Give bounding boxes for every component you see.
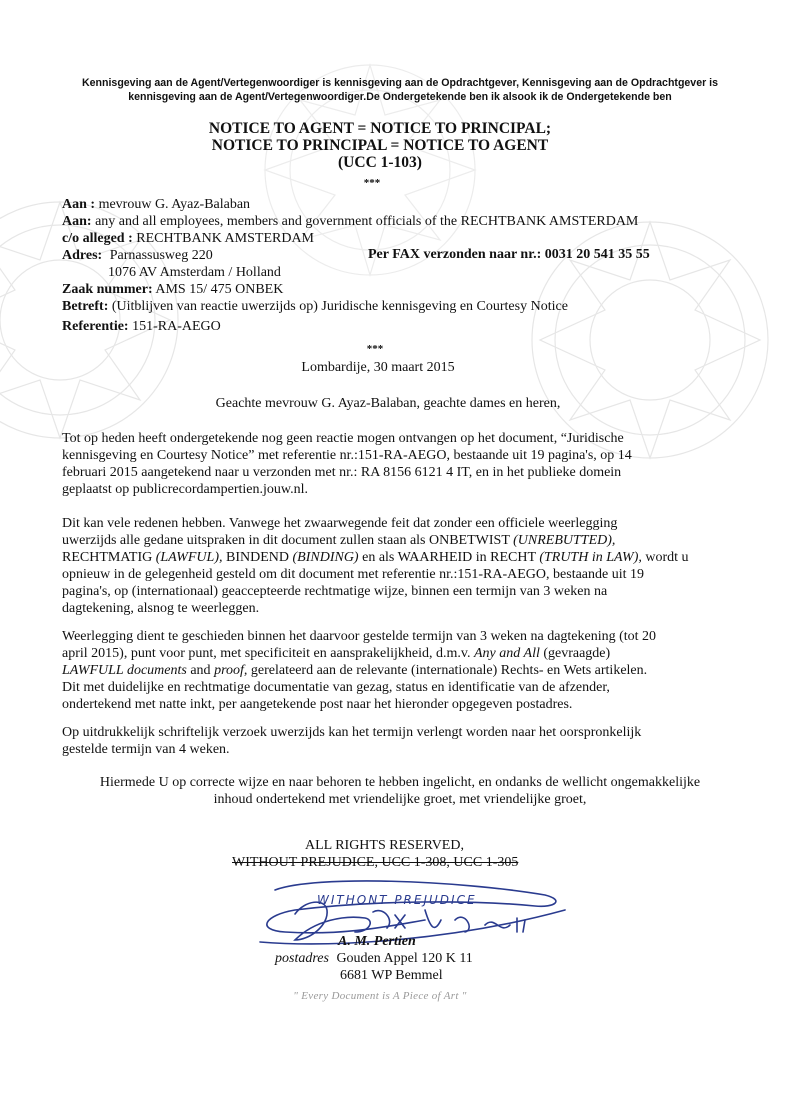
place-date: Lombardije, 30 maart 2015: [301, 360, 455, 375]
case-number-line: [62, 281, 283, 298]
header-note-line-1: Kennisgeving aan de Agent/Vertegenwoordiger is kennisgeving aan de Opdrachtgever, Kennisgeving aan de Opdrachtgever is: [82, 77, 718, 89]
p2-line-1: Dit kan vele redenen hebben. Vanwege het zwaarwegende feit dat zonder een officiele weerlegging: [62, 516, 618, 531]
p2-line-3: [62, 549, 702, 566]
betreft-value: (Uitblijven van reactie uwerzijds op) Juridische kennisgeving en Courtesy Notice: [111, 299, 568, 314]
paragraph-4: [62, 724, 702, 758]
aan2-value: any and all employees, members and government officials of the RECHTBANK AMSTERDAM: [95, 214, 639, 229]
p3-line-2: [62, 645, 702, 662]
fax-number: Per FAX verzonden naar nr.: 0031 20 541 35 55: [368, 247, 650, 262]
p2-line-5: pagina's, op (internationaal) geaccepteerde rechtmatige wijze, binnen een termijn van 3 weken na: [62, 584, 608, 599]
postadres-label: postadres: [275, 951, 329, 966]
referentie-value: 151-RA-AEGO: [132, 319, 221, 334]
p2-line-3-e: en als WAARHEID in RECHT: [358, 550, 540, 565]
p2-line-6: dagtekening, alsnog te weerleggen.: [62, 601, 260, 616]
aan-value: mevrouw G. Ayaz-Balaban: [98, 197, 251, 212]
p3-line-1: Weerlegging dient te geschieden binnen het daarvoor gestelde termijn van 3 weken na dagtekening (tot 20: [62, 629, 657, 644]
reference-line: [62, 318, 221, 335]
p2-line-2: [62, 532, 702, 549]
p2-line-3-d: (BINDING): [292, 550, 359, 565]
address-line: [62, 247, 213, 264]
p3-line-3: [62, 662, 702, 679]
closing-line-2: inhoud ondertekend met vriendelijke groet, met vriendelijke groet,: [213, 792, 587, 807]
recipient-line-2: [62, 213, 638, 230]
p4-line-2: gestelde termijn van 4 weken.: [62, 742, 230, 757]
paragraph-1: [62, 430, 702, 498]
date-stars: ***: [366, 343, 384, 355]
agent-notice-header: [40, 76, 760, 104]
p3-line-3-d: gerelateerd aan de relevante (internationale) Rechts- en Wets artikelen.: [247, 663, 648, 678]
p2-line-3-f: (TRUTH in LAW),: [539, 550, 642, 565]
p2-line-2-a: uwerzijds alle gedane uitspraken in dit document zullen staan als ONBETWIST: [62, 533, 514, 548]
referentie-label: Referentie:: [62, 319, 129, 334]
p1-line-2: kennisgeving en Courtesy Notice” met referentie nr.:151-RA-AEGO, bestaande uit 19 pagina's, op 14: [62, 448, 632, 463]
care-of-line: [62, 230, 314, 247]
salutation: Geachte mevrouw G. Ayaz-Balaban, geachte dames en heren,: [215, 396, 561, 411]
closing: [40, 774, 760, 808]
p2-line-4: opnieuw in de gelegenheid gesteld om dit document met referentie nr.:151-RA-AEGO, bestaande uit 19: [62, 567, 645, 582]
header-note-line-2: kennisgeving aan de Agent/Vertegenwoordiger.De Ondergetekende ben ik alsook ik de Ondergetekende ben: [128, 91, 672, 103]
p3-line-5: ondertekend met natte inkt, per aangetekende post naar het hieronder opgegeven postadres.: [62, 697, 573, 712]
p3-line-2-a: april 2015), punt voor punt, met specificiteit en aansprakelijkheid, d.m.v.: [62, 646, 474, 661]
p1-line-1: Tot op heden heeft ondergetekende nog geen reactie mogen ontvangen op het document, “Juridische: [62, 431, 624, 446]
p2-line-3-a: RECHTMATIG: [62, 550, 156, 565]
aan-label: Aan :: [62, 197, 96, 212]
motto: " Every Document is A Piece of Art ": [293, 990, 467, 1002]
zaak-label: Zaak nummer:: [62, 282, 153, 297]
p2-line-3-g: wordt u: [641, 550, 689, 565]
paragraph-3: [62, 628, 702, 713]
p1-line-4: geplaatst op publicrecordampertien.jouw.nl.: [62, 482, 308, 497]
title-line-1: NOTICE TO AGENT = NOTICE TO PRINCIPAL;: [208, 120, 552, 137]
recipient-line: [62, 196, 250, 213]
paragraph-2: [62, 515, 702, 617]
p3-line-4: Dit met duidelijke en rechtmatige documentatie van gezag, status en identificatie van de afzender,: [62, 680, 610, 695]
p2-line-3-c: BINDEND: [222, 550, 293, 565]
without-prejudice-text: WITHOUT PREJUDICE, UCC 1-308, UCC 1-305: [232, 855, 519, 870]
aan2-label: Aan:: [62, 214, 92, 229]
p3-line-2-b: Any and All: [474, 646, 540, 661]
postadres-line-2: 6681 WP Bemmel: [340, 968, 443, 983]
co-label: c/o alleged :: [62, 231, 133, 246]
p4-line-1: Op uitdrukkelijk schriftelijk verzoek uwerzijds kan het termijn verlengt worden naar het oorspronkelijk: [62, 725, 642, 740]
title-line-2: NOTICE TO PRINCIPAL = NOTICE TO AGENT: [211, 137, 549, 154]
p3-line-2-c: (gevraagde): [539, 646, 611, 661]
postadres-line-1: Gouden Appel 120 K 11: [336, 951, 473, 966]
p2-line-2-b: (UNREBUTTED),: [513, 533, 616, 548]
without-prejudice-line: [232, 855, 518, 871]
adres-line-2: 1076 AV Amsterdam / Holland: [108, 265, 281, 280]
rights-reserved: ALL RIGHTS RESERVED,: [305, 838, 464, 853]
title-line-3: (UCC 1-103): [338, 154, 422, 171]
adres-line-1: Parnassusweg 220: [109, 248, 213, 263]
postal-address-line-1: [275, 951, 473, 967]
p1-line-3: februari 2015 aangetekend naar u verzonden met nr.: RA 8156 6121 4 IT, en in het publieke domein: [62, 465, 622, 480]
closing-line-1: Hiermede U op correcte wijze en naar behoren te hebben ingelicht, en ondanks de wellicht ongemakkelijke: [99, 775, 701, 790]
co-value: RECHTBANK AMSTERDAM: [136, 231, 315, 246]
betreft-label: Betreft:: [62, 299, 109, 314]
document-title: [0, 120, 760, 171]
p3-line-3-c: proof,: [214, 663, 248, 678]
p3-line-3-a: LAWFULL documents: [62, 663, 187, 678]
p2-line-3-b: (LAWFUL),: [155, 550, 223, 565]
zaak-value: AMS 15/ 475 ONBEK: [155, 282, 284, 297]
title-stars: ***: [363, 177, 381, 189]
subject-line: [62, 298, 568, 315]
signatory-name: A. M. Pertien: [338, 934, 416, 949]
p3-line-3-b: and: [186, 663, 215, 678]
adres-label: Adres:: [62, 248, 103, 263]
handwritten-without-prejudice: WITHONT PREJUDICE: [317, 893, 477, 907]
